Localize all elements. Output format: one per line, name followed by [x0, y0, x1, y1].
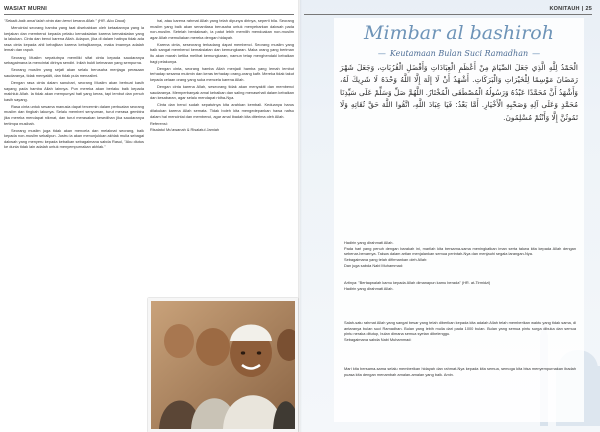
- children-illustration: [151, 301, 295, 429]
- right-page-number: 25: [585, 6, 592, 12]
- block2-line-0: Artinya: "Bertaqwalah kamu kepada Allah dimanapun kamu berada" (HR. at-Tirmidzi): [344, 280, 491, 285]
- block3-line-1: Sebagaimana sabda Nabi Muhammad:: [344, 337, 412, 343]
- subtitle-dash-right: —: [532, 49, 541, 58]
- left-col2-para-4: Cinta dan benci sudah sepatutnya kita arahkan kembali. Keduanya harus dilakukan karena Allah semata. Tidak boleh kita mengedepankan hawa nafsu dalam hal mencintai dan membenci, agar amal ibadah kita diterima oleh Allah.: [150, 102, 294, 119]
- book-gutter: [298, 0, 302, 432]
- sermon-subtitle: Keutamaan Bulan Suci Ramadhan: [389, 49, 529, 58]
- block1-line-3: Dan juga sabda Nabi Muhammad:: [344, 262, 404, 268]
- subtitle-dash-left: —: [377, 49, 386, 58]
- right-header-rule: [304, 14, 592, 15]
- arabic-opening: الْحَمْدُ لِلَّهِ الَّذِي جَعَلَ الصِّيَامَ مِنْ أَعْظَمِ الْعِبَادَاتِ وَأَفْضَلِ الْقُرُبَاتِ، وَجَعَلَ شَهْرَ رَمَضَانَ مَوْسِمًا لِلْخَيْرَاتِ وَالْبَرَكَاتِ. أَشْهَدُ أَنْ لَا إِلَهَ إِلَّا اللَّهُ وَحْدَهُ لَا شَرِيكَ لَهُ، وَأَشْهَدُ أَنَّ مُحَمَّدًا عَبْدُهُ وَرَسُولُهُ الْمُصْطَفَى الْمُخْتَارُ. اللَّهُمَّ صَلِّ وَسَلِّمْ عَلَى سَيِّدِنَا مُحَمَّدٍ وَعَلَى آلِهِ وَصَحْبِهِ الْأَخْيَارِ. أَمَّا بَعْدُ: فَيَا عِبَادَ اللَّهِ، اتَّقُوا اللَّهَ حَقَّ تُقَاتِهِ وَلَا تَمُوتُنَّ إِلَّا وَأَنْتُمْ مُسْلِمُونَ.: [340, 63, 578, 122]
- left-col1-para-2: Seorang Muslim sepatutnya memiliki sifat cinta kepada saudaranya sebagaimana ia mencintai dirinya sendiri. Inilah bukti keimanan yang sempurna.: [4, 54, 144, 66]
- left-col1-para-3: Seorang muslim yang sejati akan selalu berusaha menjaga perasaan saudaranya, tidak menyakiti, dan tidak pula menzalimi.: [4, 67, 144, 78]
- block1-line-2: Sebagaimana yang telah difirmankan oleh Allah:: [344, 257, 428, 263]
- block2-line-1: Hadirin yang dirahmati Allah.: [344, 285, 394, 291]
- reference-block: [150, 121, 294, 132]
- left-col2-para-3: Dengan cinta karena Allah, seseorang tidak akan menyakiti dan membenci saudaranya. Memperbanyak amal kebaikan dan saling menasehati dalam kebaikan dan kesabaran, agar selalu mendapat ridha-Nya.: [150, 84, 294, 101]
- left-column-2: [150, 18, 294, 134]
- left-header-title: WASIAT MURNI: [4, 6, 47, 12]
- left-col1-para-0: "Sebaik-baik amal ialah cinta dan benci kerana Allah." (HR. Abu Daud): [4, 18, 126, 23]
- sermon-block-3: [344, 320, 576, 343]
- block3-line-0: Salah-satu rahmat Allah yang sangat besar yang telah diberikan kepada kita adalah Allah telah memberikan waktu yang tidak sama, di antaranya bulan suci Ramadhan. Bulan yang lebih mulia dari pada 1000 bulan. Bulan yang semua pintu surga dibuka dan semua pintu neraka ditutup, bulan dimana semua syetan dibelenggu.: [344, 320, 576, 337]
- block1-line-1: Pada hari yang penuh dengan barakah ini, marilah kita bersama-sama meningkatkan iman serta takwa kita kepada Allah dengan sebenar-benarnya. Takwa dalam artian menjalankan semua perintah-Nya dan menjauhi segala larangan-Nya.: [344, 245, 576, 257]
- left-column-1: [4, 18, 144, 152]
- left-col1-para-6: Seorang muslim juga tidak akan mencela dan melaknat seorang, baik kepada non-muslim sekalipun. Justru ia akan menunjukkan akhlak mulia sebagai dakwah yang menyeru kepada kebaikan sebagaimana sabda Rasul, "Aku diutus ke dunia tidak lain adalah untuk menyempurnakan akhlak.": [4, 127, 144, 150]
- reference-label: Referensi:: [150, 121, 168, 127]
- block1-line-0: Hadirin yang dirahmati Allah.: [344, 240, 394, 245]
- sermon-block-2: [344, 280, 576, 291]
- block4-line-0: Mari kita bersama-sama selalu memberikan hidayah dan rahmat-Nya kepada kita semua, semoga kita bisa menyempurnakan ibadah puasa kita dengan menambah amalan-amalan yang baik. Amin.: [344, 366, 576, 377]
- left-col2-para-0: hal, atau karena rahmat Allah yang telah dipunya dirinya, seperti bila. Seorang muslim yang baik akan senantiasa berusaha untuk menyebarkan dakwah pada non-muslim. Setelah berdakwah, ia patut lebih memilih mendoakan non-muslim agar Allah memuliakan mereka dengan hidayah.: [150, 18, 294, 40]
- sermon-block-1: [344, 240, 576, 269]
- left-col2-para-2: Dengan cinta, seorang hamba Allah menjadi hamba yang lemah lembut terhadap sesama mukmin dan keras terhadap orang-orang kafir. Mereka tidak takut kepada celaan orang yang suka mencela karena Allah.: [150, 65, 294, 82]
- sermon-block-4: [344, 366, 576, 377]
- sermon-title: Mimbar al bashiroh: [364, 22, 554, 44]
- children-photo: [148, 298, 298, 432]
- sermon-subtitle-row: [334, 49, 584, 58]
- right-header: KONITAUH | 25: [549, 6, 592, 12]
- left-col1-para-1: Mencintai seorang hamba yang taat disebabkan oleh ketaatannya yang la kerjakan dan membenci kepada pelaku kemaksiatan karena kemaksiatan yang ia lakukan. Cinta dan benci karena Allah. Adapun, jika di dalam hatinya tidak ada rasa cinta kepada ahli kebajikan karena kebajikannya, maka imannya adalah lemah dan rapuh.: [4, 25, 144, 53]
- right-header-title: KONITAUH: [549, 6, 580, 12]
- reference-text: Risalatul Mu'awanah & Risalatul Jamiah: [150, 126, 220, 132]
- left-header: [4, 6, 47, 12]
- right-page: [300, 0, 600, 432]
- left-header-rule: [4, 14, 294, 15]
- left-col1-para-4: Dengan rasa cinta dalam sanubari, seorang Muslim akan berbuat kasih sayang pada hamba Allah lainnya. Pun mereka akan berlaku baik kepada makhluk Allah. Ia tidak akan mempunyai hati yang keras, tapi lembut dan penuh kasih sayang.: [4, 79, 144, 102]
- left-col2-para-1: Karena cinta, seseorang terkadang dapat membenci. Seorang muslim yang baik sangat membenci kemaksiatan dan kemungkaran. Maka orang yang beriman itu akan marah ketika melihat kemungkaran, namun tetap menghendaki kebaikan bagi pelakunya.: [150, 41, 294, 64]
- sermon-panel: [334, 18, 584, 422]
- left-col1-para-5: Rasa cinta untuk sesama manusia dapat tercermin dalam perbuatan seorang muslim dan tingkah lakunya. Selalu memberi senyuman, turut merasa gembira jika mereka mendapat nikmat, dan turut merasakan kesedihan jika saudaranya tertimpa musibah.: [4, 103, 145, 126]
